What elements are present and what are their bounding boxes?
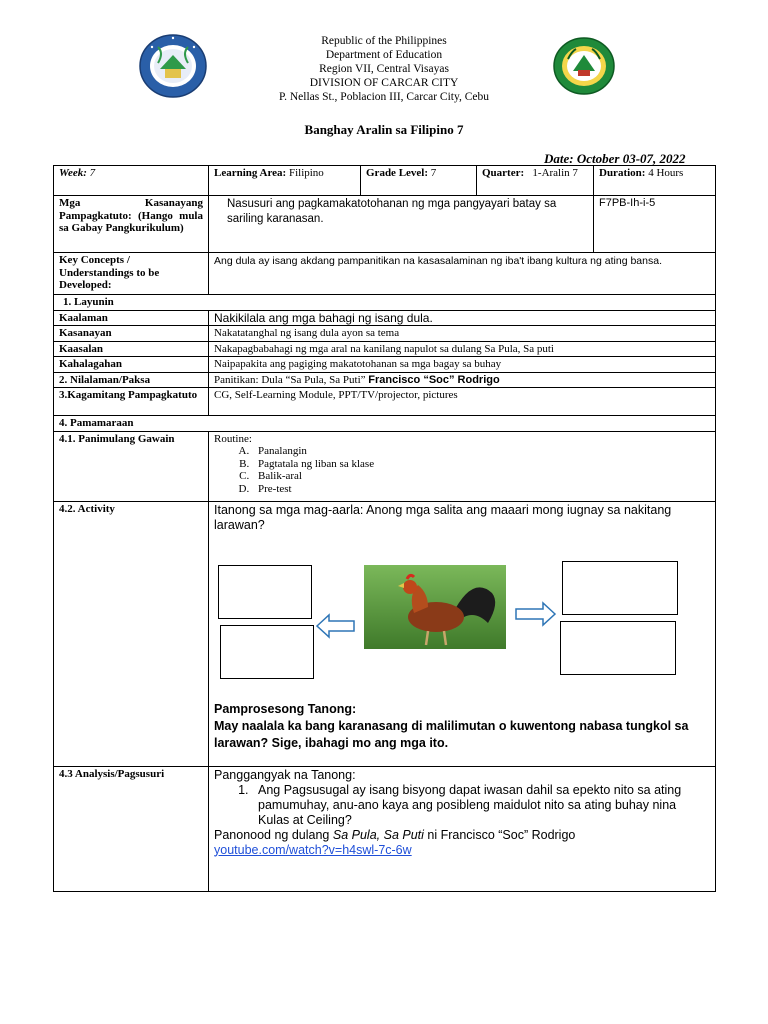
right-arrow-icon (514, 601, 556, 627)
objective-label: Kaalaman (54, 310, 209, 326)
key-concepts-text: Ang dula ay isang akdang pampanitikan na kasasalaminan ng iba't ibang kultura ng ating bansa. (209, 253, 716, 295)
layunin-row (54, 295, 716, 311)
competency-label: Mga Kasanayang Pampagkatuto: (Hango mula sa Gabay Pangkurikulum) (54, 196, 209, 253)
objective-row (54, 310, 716, 326)
panimula-label: 4.1. Panimulang Gawain (54, 431, 209, 501)
header-line-department: Department of Education (325, 49, 443, 61)
watch-instruction: Panonood ng dulang Sa Pula, Sa Puti ni Francisco “Soc” Rodrigo (214, 827, 576, 842)
activity-prompt: Itanong sa mga mag-aarla: Anong mga salita ang maaari mong iugnay sa nakitang larawan? (214, 502, 672, 532)
duration-cell: Duration: 4 Hours (594, 166, 716, 196)
list-item: A. Panalangin (252, 445, 710, 458)
objective-label: Kahalagahan (54, 357, 209, 373)
activity-diagram (214, 533, 710, 701)
objective-row (54, 341, 716, 357)
list-item: D. Pre-test (252, 483, 710, 496)
competency-text: Nasusuri ang pagkamakatotohanan ng mga pangyayari batay sa sariling karanasan. (209, 196, 594, 253)
answer-box[interactable] (220, 625, 314, 679)
video-link[interactable]: youtube.com/watch?v=h4swl-7c-6w (214, 842, 412, 857)
kagamitan-text: CG, Self-Learning Module, PPT/TV/projector, pictures (209, 388, 716, 416)
pamamaraan-heading: 4. Pamamaraan (54, 416, 716, 432)
answer-box[interactable] (218, 565, 312, 619)
lesson-date: Date: October 03-07, 2022 (544, 151, 686, 166)
objective-row (54, 357, 716, 373)
answer-box[interactable] (560, 621, 676, 675)
panimula-row (54, 431, 716, 501)
analysis-row (54, 766, 716, 891)
nilalaman-row (54, 372, 716, 388)
kagamitan-label: 3.Kagamitang Pampagkatuto (54, 388, 209, 416)
nilalaman-label: 2. Nilalaman/Paksa (54, 372, 209, 388)
list-item: B. Pagtatala ng liban sa klase (252, 458, 710, 471)
activity-row (54, 501, 716, 766)
analysis-questions (214, 783, 710, 828)
left-arrow-icon (316, 613, 356, 639)
objective-text: Nakatatanghal ng isang dula ayon sa tema (209, 326, 716, 342)
list-item: 1. Ang Pagsusugal ay isang bisyong dapat iwasan dahil sa epekto nito sa ating pamumuhay, anu-ano kaya ang posibleng maidulot nito sa ating buhay nina Kulas at Ceiling? (252, 783, 710, 828)
nilalaman-text: Panitikan: Dula “Sa Pula, Sa Puti” Francisco “Soc” Rodrigo (209, 372, 716, 388)
top-info-row (54, 166, 716, 196)
competency-row (54, 196, 716, 253)
rooster-photo-icon (364, 565, 506, 649)
processing-question-title: Pamprosesong Tanong: (214, 701, 357, 716)
header-line-address: P. Nellas St., Poblacion III, Carcar City, Cebu (278, 91, 490, 103)
analysis-label: 4.3 Analysis/Pagsusuri (54, 766, 209, 891)
objective-text: Naipapakita ang pagiging makatotohanan sa mga bagay sa buhay (209, 357, 716, 373)
objective-label: Kaasalan (54, 341, 209, 357)
pamamaraan-row (54, 416, 716, 432)
header-line-division: DIVISION OF CARCAR CITY (309, 77, 459, 89)
lesson-plan-table (53, 165, 716, 892)
objective-text: Nakikilala ang mga bahagi ng isang dula. (209, 310, 716, 326)
list-item: C. Balik-aral (252, 470, 710, 483)
grade-level-cell: Grade Level: 7 (361, 166, 477, 196)
competency-code: F7PB-Ih-i-5 (594, 196, 716, 253)
analysis-intro: Panggangyak na Tanong: (214, 767, 356, 782)
key-concepts-label: Key Concepts / Understandings to be Developed: (54, 253, 209, 295)
learning-area-cell: Learning Area: Filipino (209, 166, 361, 196)
activity-label: 4.2. Activity (54, 501, 209, 766)
layunin-heading: 1. Layunin (54, 295, 716, 311)
processing-question-text: May naalala ka bang karanasang di malilimutan o kuwentong nabasa tungkol sa larawan? Sige, ibahagi mo ang mga ito. (214, 718, 689, 750)
routine-label: Routine: (214, 432, 252, 445)
objective-text: Nakapagbabahagi ng mga aral na kanilang napulot sa dulang Sa Pula, Sa puti (209, 341, 716, 357)
quarter-cell: Quarter: 1-Aralin 7 (477, 166, 594, 196)
header-line-region: Region VII, Central Visayas (319, 63, 449, 75)
objective-label: Kasanayan (54, 326, 209, 342)
routine-list (214, 445, 710, 495)
objective-row (54, 326, 716, 342)
document-title: Banghay Aralin sa Filipino 7 (304, 122, 464, 137)
analysis-content (209, 766, 716, 891)
answer-box[interactable] (562, 561, 678, 615)
key-concepts-row (54, 253, 716, 295)
kagamitan-row (54, 388, 716, 416)
activity-content (209, 501, 716, 766)
panimula-content (209, 431, 716, 501)
week-cell: Week: 7 (54, 166, 209, 196)
header-line-republic: Republic of the Philippines (321, 35, 447, 47)
